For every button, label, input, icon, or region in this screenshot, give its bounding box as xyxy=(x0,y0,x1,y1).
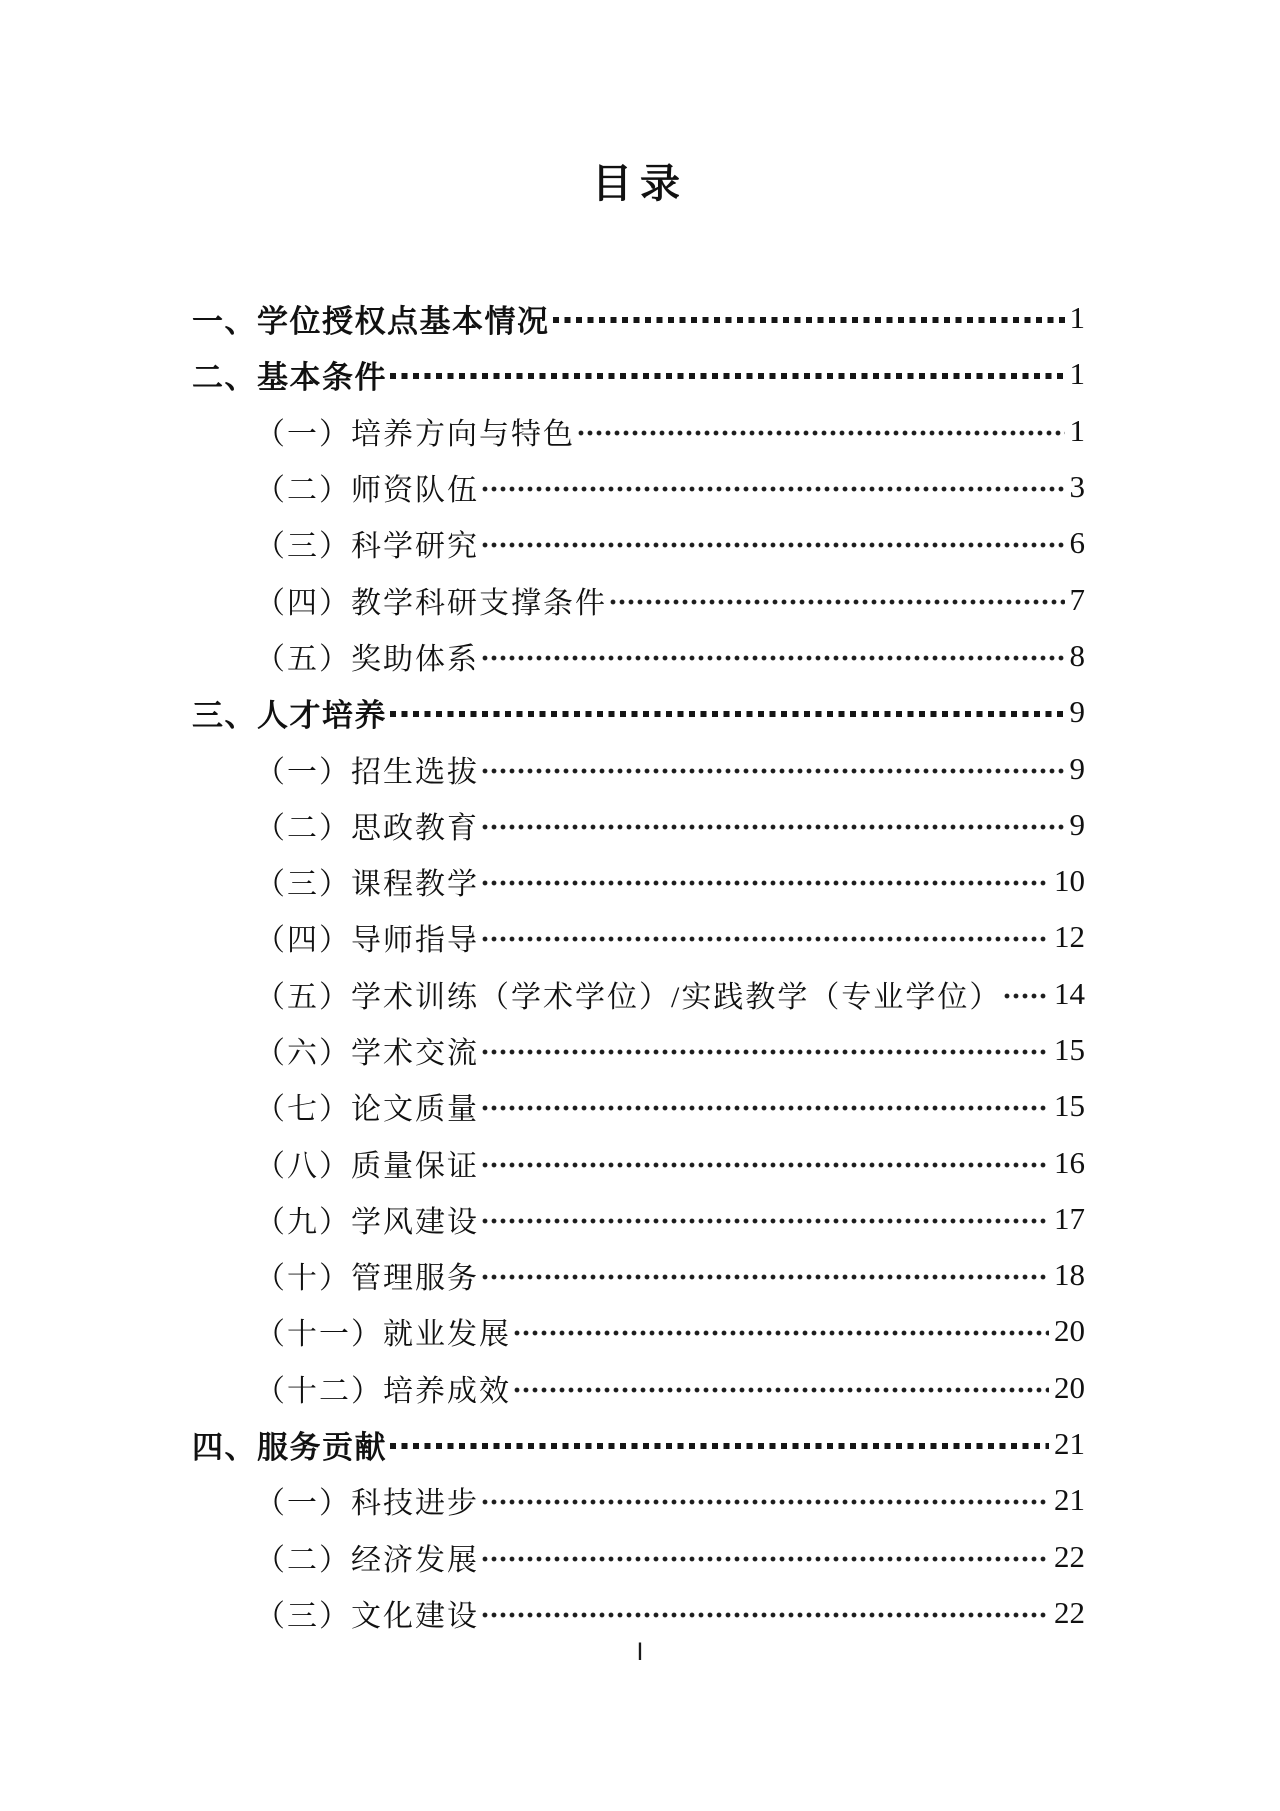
toc-entry-page-number: 1 xyxy=(1069,412,1085,448)
toc-entry-label: （三）科学研究 xyxy=(255,530,479,564)
toc-entry xyxy=(192,740,1085,796)
dot-leader xyxy=(610,599,1065,605)
toc-entry xyxy=(192,1529,1085,1585)
toc-entry-page-number: 21 xyxy=(1054,1426,1085,1462)
toc-entry xyxy=(192,628,1085,684)
toc-entry-page-number: 6 xyxy=(1069,525,1085,561)
toc-entry xyxy=(192,571,1085,627)
toc-entry xyxy=(192,909,1085,965)
toc-entry xyxy=(192,1191,1085,1247)
toc-entry-label: （三）文化建设 xyxy=(255,1599,479,1633)
toc-entry-page-number: 21 xyxy=(1054,1482,1085,1518)
toc-entry-label: （八）质量保证 xyxy=(255,1149,479,1183)
toc-entry-label: （一）招生选拔 xyxy=(255,755,479,789)
toc-entry-page-number: 16 xyxy=(1054,1144,1085,1180)
toc-entry-page-number: 9 xyxy=(1069,694,1085,730)
dot-leader xyxy=(482,1049,1049,1055)
toc-entry-page-number: 3 xyxy=(1069,469,1085,505)
toc-entry xyxy=(192,1303,1085,1359)
toc-entry xyxy=(192,346,1085,402)
toc-entry-page-number: 20 xyxy=(1054,1313,1085,1349)
dot-leader xyxy=(482,1499,1049,1505)
dot-leader xyxy=(482,768,1065,774)
dot-leader xyxy=(482,1105,1049,1111)
toc-entry-page-number: 22 xyxy=(1054,1594,1085,1630)
toc-entry-label: 二、基本条件 xyxy=(192,359,387,395)
toc-entry-label: （一）培养方向与特色 xyxy=(255,417,575,451)
toc-entry-page-number: 14 xyxy=(1054,975,1085,1011)
toc-entry xyxy=(192,1360,1085,1416)
toc-entry xyxy=(192,515,1085,571)
toc-entry xyxy=(192,1247,1085,1303)
dot-leader xyxy=(482,824,1065,830)
toc-entry-label: （三）课程教学 xyxy=(255,868,479,902)
toc-entry xyxy=(192,797,1085,853)
dot-leader xyxy=(482,1556,1049,1562)
toc-entry xyxy=(192,684,1085,740)
toc-entry-page-number: 18 xyxy=(1054,1257,1085,1293)
dot-leader xyxy=(514,1330,1049,1336)
dot-leader xyxy=(390,373,1065,379)
toc-entry-page-number: 9 xyxy=(1069,806,1085,842)
toc-entry-label: （十）管理服务 xyxy=(255,1262,479,1296)
dot-leader xyxy=(482,880,1049,886)
toc-entry-label: （二）师资队伍 xyxy=(255,474,479,508)
toc-entry-label: （四）教学科研支撑条件 xyxy=(255,586,607,620)
toc-entry-page-number: 8 xyxy=(1069,637,1085,673)
toc-entry-label: （五）奖助体系 xyxy=(255,642,479,676)
dot-leader xyxy=(514,1387,1049,1393)
toc-entry-page-number: 1 xyxy=(1069,356,1085,392)
dot-leader xyxy=(578,430,1065,436)
dot-leader xyxy=(482,936,1049,942)
toc-entry-label: 三、人才培养 xyxy=(192,697,387,733)
dot-leader xyxy=(482,1612,1049,1618)
toc-entry-page-number: 12 xyxy=(1054,919,1085,955)
toc-entry-label: （二）经济发展 xyxy=(255,1543,479,1577)
toc-entry xyxy=(192,1416,1085,1472)
toc-entry xyxy=(192,853,1085,909)
toc-entry-page-number: 22 xyxy=(1054,1538,1085,1574)
toc-entry xyxy=(192,1134,1085,1190)
dot-leader xyxy=(482,542,1065,548)
toc-entry-page-number: 1 xyxy=(1069,300,1085,336)
toc-entry-label: 四、服务贡献 xyxy=(192,1429,387,1465)
toc-entry-label: （七）论文质量 xyxy=(255,1093,479,1127)
toc-entry-page-number: 7 xyxy=(1069,581,1085,617)
toc-entry xyxy=(192,403,1085,459)
toc-entry xyxy=(192,966,1085,1022)
toc-entry-label: （五）学术训练（学术学位）/实践教学（专业学位） xyxy=(255,980,1002,1014)
toc-entry-label: 一、学位授权点基本情况 xyxy=(192,303,550,339)
dot-leader xyxy=(1004,993,1049,999)
dot-leader xyxy=(553,317,1065,323)
toc-entry-label: （十二）培养成效 xyxy=(255,1374,511,1408)
toc-entry-label: （十一）就业发展 xyxy=(255,1318,511,1352)
toc-entry-label: （九）学风建设 xyxy=(255,1205,479,1239)
toc-entry-label: （六）学术交流 xyxy=(255,1037,479,1070)
toc-entry-page-number: 15 xyxy=(1054,1088,1085,1124)
toc-entry xyxy=(192,459,1085,515)
page-title: 目录 xyxy=(592,162,688,206)
toc-entry-page-number: 9 xyxy=(1069,750,1085,786)
toc-entry xyxy=(192,1585,1085,1641)
toc-entry xyxy=(192,1078,1085,1134)
toc-entry-label: （一）科技进步 xyxy=(255,1487,479,1521)
toc-entry-page-number: 10 xyxy=(1054,863,1085,899)
dot-leader xyxy=(390,711,1065,717)
toc-entry-label: （四）导师指导 xyxy=(255,924,479,958)
toc-entry-page-number: 17 xyxy=(1054,1200,1085,1236)
dot-leader xyxy=(390,1443,1049,1449)
toc-entry xyxy=(192,290,1085,346)
dot-leader xyxy=(482,486,1065,492)
toc-entry-label: （二）思政教育 xyxy=(255,811,479,845)
toc-entry-page-number: 15 xyxy=(1054,1032,1085,1067)
dot-leader xyxy=(482,1162,1049,1168)
footer-page-number: I xyxy=(636,1638,644,1666)
toc-entry xyxy=(192,1472,1085,1528)
dot-leader xyxy=(482,655,1065,661)
dot-leader xyxy=(482,1274,1049,1280)
toc-entry xyxy=(192,1022,1085,1078)
dot-leader xyxy=(482,1218,1049,1224)
toc-entry-page-number: 20 xyxy=(1054,1369,1085,1405)
table-of-contents xyxy=(192,290,1085,1641)
